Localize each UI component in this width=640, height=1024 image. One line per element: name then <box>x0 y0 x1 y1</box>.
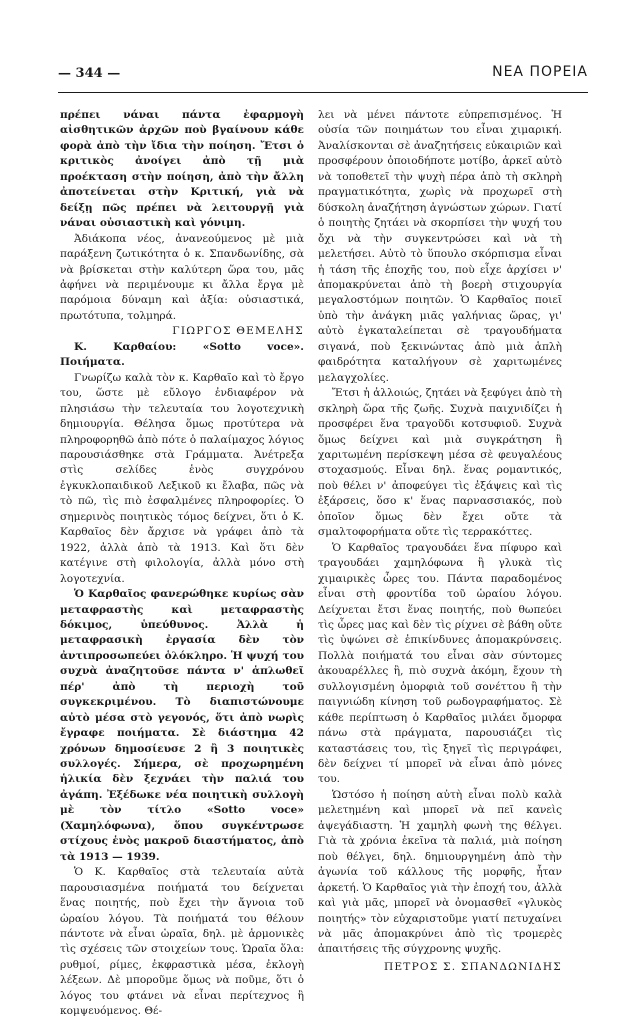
page-header <box>58 62 588 86</box>
review-title: Κ. Καρθαίου: «Sotto voce». Ποιήματα. <box>60 340 304 369</box>
header-rule <box>58 92 588 93</box>
paragraph: Γνωρίζω καλὰ τὸν κ. Καρθαῖο καὶ τὸ ἔργο του, ὥστε μὲ εὔλογο ἐνδιαφέρον νὰ πλησιάσω τὴν τελευταία του λογοτεχνικὴ δημιουργία. Θέλησα ὅμως προτύτερα νὰ πληροφορηθῶ ἀπὸ πότε ὁ παλαίμαχος λόγιος παρουσιάσθηκε στὰ Γράμματα. Ἀνέτρεξα στὶς σελίδες ἑνὸς συγχρόνου ἐγκυκλοπαιδικοῦ Λεξικοῦ κι ἔλαβα, πῶς νὰ τὸ πῶ, τὶς πιὸ ἐσφαλμένες πληροφορίες. Ὁ σημερινὸς ποιητικὸς τόμος δείχνει, ὅτι ὁ Κ. Καρθαῖος δὲν ἄρχισε νὰ γράφει ἀπὸ τὰ 1922, ἀλλὰ ἀπὸ τὰ 1913. Καὶ ὅτι δὲν κατέγινε στὴ φιλολογία, ἀλλὰ μόνο στὴ λογοτεχνία. <box>60 371 304 585</box>
author-signature: ΓΙΩΡΓΟΣ ΘΕΜΕΛΗΣ <box>172 325 304 338</box>
paragraph: Ἔτσι ἡ ἀλλοιώς, ζητάει νὰ ξεφύγει ἀπὸ τὴ σκληρὴ ὥρα τῆς ζωῆς. Συχνὰ παιχνιδίζει ἡ προσφέρει ἕνα τραγοῦδι κοτσυφιοῦ. Συχνὰ ὅμως δείχνει καὶ μιὰ συγκράτηση ἢ χαριτωμένη περίσκεψη μέσα σὲ φευγαλέους στοχασμούς. Εἶναι δηλ. ἕνας ρομαντικός, ποὺ θέλει ν' ἀποφεύγει τὶς ἐξάψεις καὶ τὶς ἐξάρσεις, ὅσο κ' ἕνας παρνασσιακός, ποὺ ὁποῖον ὅμως δὲν ἔχει οὔτε τὰ σμαλτοφορήματα οὔτε τὶς τερρακόττες. <box>318 387 562 539</box>
paragraph: Ὁ Καρθαῖος φανερώθηκε κυρίως σὰν μεταφραστὴς καὶ μεταφραστὴς δόκιμος, ὑπεύθυνος. Ἀλλὰ ἡ μεταφρασικὴ ἐργασία δὲν τὸν ἀντιπροσωπεύει ὁλόκληρο. Ἡ ψυχή του συχνὰ ἀναζητοῦσε πάντα ν' ἁπλωθεῖ πέρ' ἀπὸ τὴ περιοχὴ τοῦ συγκεκριμένου. Τὸ διαπιστώνουμε αὐτὸ μέσα στὸ γεγονός, ὅτι ἀπὸ νωρὶς ἔγραφε ποιήματα. Σὲ διάστημα 42 χρόνων δημοσίευσε 2 ἢ 3 ποιητικὲς συλλογές. Σήμερα, σὲ προχωρημένη ἡλικία δὲν ξεχνάει τὴν παλιά του ἀγάπη. Ἐξέδωκε νέα ποιητικὴ συλλογὴ μὲ τὸν τίτλο «Sotto voce» (Χαμηλόφωνα), ὅπου συγκέντρωσε στίχους ἑνὸς μακροῦ διαστήματος, ἀπὸ τὰ 1913 — 1939. <box>60 588 304 863</box>
paragraph: λει νὰ μένει πάντοτε εὐπρεπισμένος. Ἡ οὐσία τῶν ποιημάτων του εἶναι χιμαρική. Ἀναλίσκονται σὲ ἀναζητήσεις εὐκαιριῶν καὶ προσφέρουν ὁποιοδήποτε μοτίβο, ἀρκεῖ αὐτὸ νὰ τοποθετεῖ τὴν ψυχὴ πέρα ἀπὸ τὴ σκληρὴ πραγματικότητα, χωρὶς νὰ προχωρεῖ στὴ δύσκολη ἀναζήτηση ἀγνώστων χώρων. Γιατί ὁ ποιητὴς ζητάει νὰ σκορπίσει τὴν ψυχή του ὄχι νὰ τὴν συγκεντρώσει καὶ νὰ τὴ μελετήσει. Αὐτὸ τὸ ὕπουλο σκόρπισμα εἶναι ἡ τάση τῆς ἐποχῆς του, ποὺ εἶχε ἀρχίσει ν' ἀπομακρύνεται ἀπὸ τὴ βοερὴ στιχουργία μεγαλοστόμων ποιητῶν. Ὁ Καρθαῖος ποιεῖ ὑπὸ τὴν ἀνάγκη μιᾶς γαλήνιας ὥρας, γι' αὐτὸ ἐγκαταλείπεται σὲ τραγουδήματα σιγανά, ποὺ ξεκινώντας ἀπὸ μιὰ ἁπλὴ φαιδρότητα καταλήγουν σὲ χαριτωμένες μελαγχολίες. <box>318 109 562 384</box>
author-signature: ΠΕΤΡΟΣ Σ. ΣΠΑΝΔΩΝΙΔΗΣ <box>383 960 562 973</box>
left-column <box>60 108 304 1020</box>
paragraph: Ἀδιάκοπα νέος, ἀνανεούμενος μὲ μιὰ παράξενη ζωτικότητα ὁ κ. Σπανδωνίδης, σὰ νὰ βρίσκεται στὴν καλύτερη ὥρα του, μᾶς ἀφήνει νὰ περιμένουμε κι ἄλλα ἔργα μὲ παρόμοια δύναμη καὶ ἀξία: οὐσιαστικά, πρωτότυπα, τολμηρά. <box>60 232 304 322</box>
journal-title: ΝΕΑ ΠΟΡΕΙΑ <box>492 64 588 80</box>
page-number: — 344 — <box>58 66 121 81</box>
paragraph: Ὁ Καρθαῖος τραγουδάει ἕνα πίφυρο καὶ τραγουδάει χαμηλόφωνα ἢ γλυκὰ τὶς χιμαιρικὲς ὧρες του. Πάντα παραδομένος εἶναι στὴ φροντίδα τοῦ ὡραίου λόγου. Δείχνεται ἔτσι ἕνας ποιητής, ποὺ θωπεύει τὶς ὧρες μας καὶ δὲν τὶς ρίχνει σὲ βάθη οὔτε τὶς ὑψώνει σὲ ἐπικίνδυνες ἀπομακρύνσεις. Πολλὰ ποιήματά του εἶναι σὰν σύντομες ἀκουαρέλλες ἢ, πιὸ συχνὰ ἀκόμη, ἔχουν τὴ συλλογισμένη ὁμορφιὰ τοῦ σονέττου ἢ τὴν παιγνιώδη κίνηση τοῦ ρωδογραφήματος. Σὲ κάθε περίπτωση ὁ Καρθαῖος μιλάει ὄμορφα πάνω στὰ πράγματα, παρουσιάζει τὶς καταστάσεις του, τὶς ξηγεῖ τὶς περιγράφει, δὲν δείχνει τί μπορεῖ νὰ εἶναι ἀπὸ μόνες του. <box>318 541 562 786</box>
paragraph: Ὁ Κ. Καρθαῖος στὰ τελευταία αὐτὰ παρουσιασμένα ποιήματά του δείχνεται ἕνας ποιητής, ποὺ ἔχει τὴν ἄγνοια τοῦ ὡραίου λόγου. Τὰ ποιήματά του θέλουν πάντοτε νὰ εἶναι ὡραῖα, δηλ. μὲ ἁρμονικὲς τὶς σχέσεις τῶν στοιχείων τους. Ὡραῖα ὅλα: ρυθμοί, ρίμες, ἐκφραστικὰ μέσα, ἐκλογὴ λέξεων. Δὲ μποροῦμε ὅμως νὰ ποῦμε, ὅτι ὁ λόγος του φτάνει νὰ εἶναι περίτεχνος ἢ κομψευόμενος. Θέ- <box>60 866 304 1018</box>
paragraph: πρέπει νάναι πάντα ἐφαρμογὴ αἰσθητικῶν ἀρχῶν ποὺ βγαίνουν κάθε φορὰ ἀπὸ τὴν ἴδια τὴν ποίηση. Ἔτσι ὁ κριτικὸς ἀνοίγει ἀπὸ τῇ μιὰ προέκταση στὴν ποίηση, ἀπὸ τὴν ἄλλη ἀποτείνεται στὴν Κριτική, γιὰ νὰ δείξῃ πῶς πρέπει νὰ λειτουργῇ γιὰ νάναι οὐσιαστικὴ καὶ γόνιμη. <box>60 109 304 230</box>
right-column <box>318 108 562 975</box>
paragraph: Ὡστόσο ἡ ποίηση αὐτὴ εἶναι πολὺ καλὰ μελετημένη καὶ μπορεῖ νὰ πεῖ κανεὶς ἀψεγάδιαστη. Ἡ χαμηλὴ φωνὴ της θέλγει. Γιὰ τὰ χρόνια ἐκεῖνα τὰ παλιά, μιὰ ποίηση ποὺ θέλγει, δηλ. δημιουργημένη ἀπὸ τὴν ἀγωνία τοῦ κάλλους τῆς μορφῆς, ἦταν ἀρκετή. Ὁ Καρθαῖος γιὰ τὴν ἐποχή του, ἀλλὰ καὶ γιὰ μᾶς, μπορεῖ νὰ ὀνομασθεῖ «γλυκὸς ποιητής» τὸν εὐχαριστοῦμε γιατί πετυχαίνει νὰ μᾶς ἀπομακρύνει ἀπὸ τὶς τρομερὲς ἀπαιτήσεις τῆς σύγχρονης ψυχῆς. <box>318 788 562 956</box>
